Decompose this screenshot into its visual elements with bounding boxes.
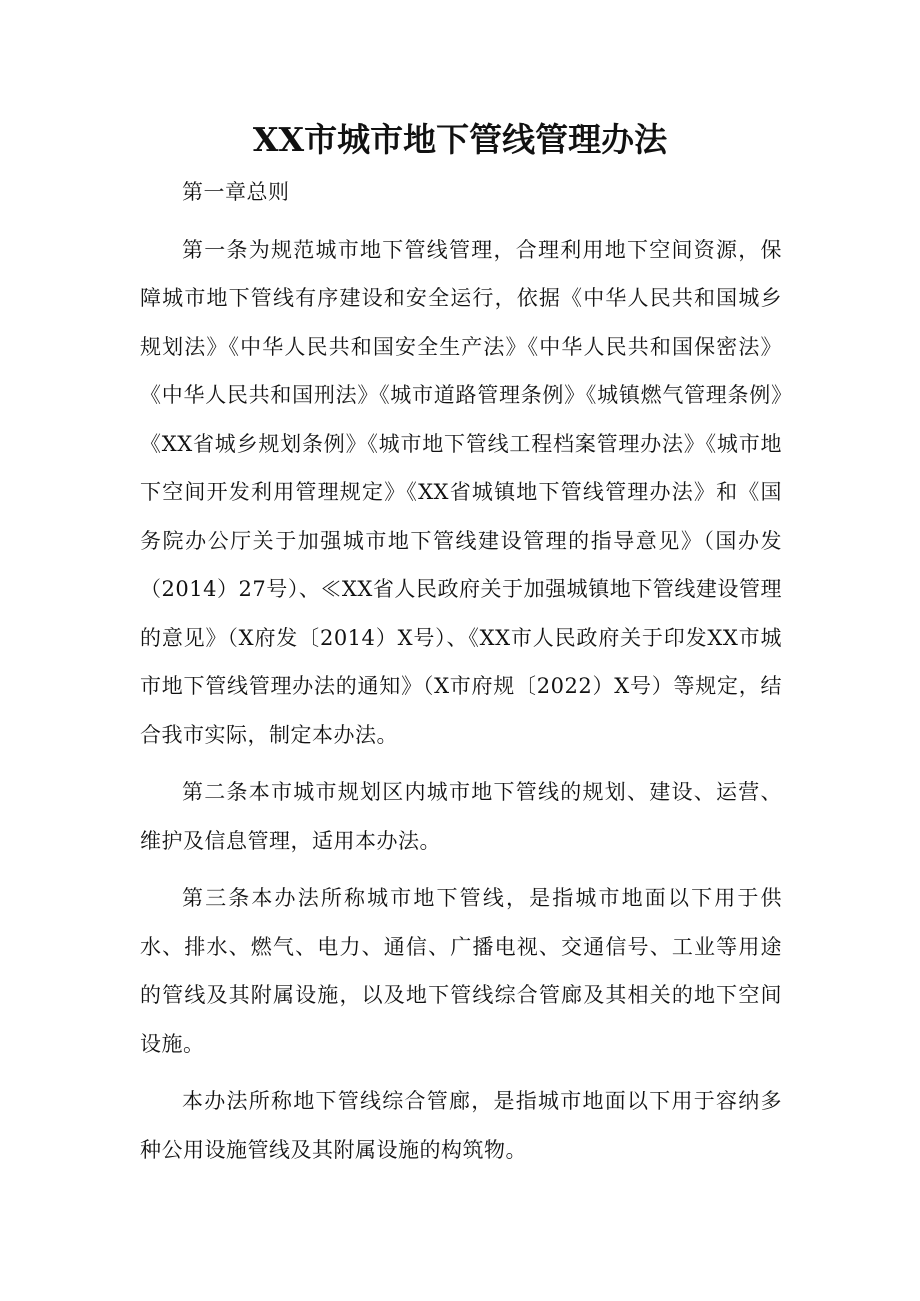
chapter-heading: 第一章总则 xyxy=(182,180,290,204)
utility-tunnel-definition-paragraph: 本办法所称地下管线综合管廊，是指城市地面以下用于容纳多种公用设施管线及其附属设施的构筑物。 xyxy=(140,1089,782,1162)
document-title: XX市城市地下管线管理办法 xyxy=(252,120,668,159)
article-1-paragraph: 第一条为规范城市地下管线管理，合理利用地下空间资源，保障城市地下管线有序建设和安全运行，依据《中华人民共和国城乡规划法》《中华人民共和国安全生产法》《中华人民共和国保密法》《中华人民共和国刑法》《城市道路管理条例》《城镇燃气管理条例》《XX省城乡规划条例》《城市地下管线工程档案管理办法》《城市地下空间开发利用管理规定》《XX省城镇地下管线管理办法》和《国务院办公厅关于加强城市地下管线建设管理的指导意见》（国办发（2014）27号）、≪XX省人民政府关于加强城镇地下管线建设管理的意见》（X府发〔2014）X号）、《XX市人民政府关于印发XX市城市地下管线管理办法的通知》（X市府规〔2022）X号）等规定，结合我市实际，制定本办法。 xyxy=(140,237,782,747)
document-body xyxy=(140,168,782,1174)
article-3-paragraph: 第三条本办法所称城市地下管线，是指城市地面以下用于供水、排水、燃气、电力、通信、广播电视、交通信号、工业等用途的管线及其附属设施，以及地下管线综合管廊及其相关的地下空间设施。 xyxy=(140,886,782,1056)
article-2-paragraph: 第二条本市城市规划区内城市地下管线的规划、建设、运营、维护及信息管理，适用本办法。 xyxy=(140,780,782,853)
